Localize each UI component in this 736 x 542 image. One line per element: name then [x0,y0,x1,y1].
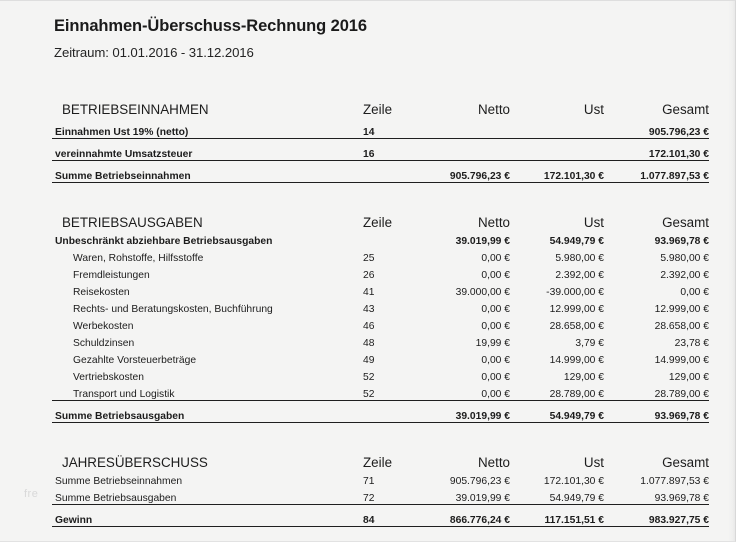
spacer [52,183,676,203]
table-row [52,117,709,139]
row-netto: 0,00 € [481,321,510,332]
row-label: Unbeschränkt abziehbare Betriebsausgaben [55,236,273,247]
section-betriebsausgaben [52,203,709,423]
column-header-netto: Netto [477,455,510,470]
row-ust: 28.789,00 € [549,389,604,400]
row-gesamt: 93.969,78 € [654,493,709,504]
row-ust: 172.101,30 € [510,161,604,183]
row-zeile: 46 [363,321,375,332]
spacer [52,60,676,90]
row-gesamt: 93.969,78 € [604,401,709,423]
column-header-gesamt: Gesamt [662,455,709,470]
row-label: Gezahlte Vorsteuerbeträge [73,355,197,366]
row-netto [407,117,510,139]
row-ust: 54.949,79 € [549,493,604,504]
row-netto [407,139,510,161]
row-zeile: 43 [363,304,375,315]
row-zeile: 14 [357,117,407,139]
row-gesamt: 28.789,00 € [654,389,709,400]
row-ust: 172.101,30 € [543,476,604,487]
row-ust: 54.949,79 € [549,236,604,247]
section-jahresueberschuss [52,443,709,527]
row-zeile: 25 [363,253,375,264]
table-row [52,349,709,366]
row-label: Transport und Logistik [73,389,175,400]
column-header-netto: Netto [477,215,510,230]
row-label: Vertriebskosten [73,372,144,383]
row-gesamt: 28.658,00 € [654,321,709,332]
row-label: Summe Betriebsausgaben [55,493,177,504]
row-gesamt: 23,78 € [674,338,709,349]
row-gesamt: 2.392,00 € [660,270,709,281]
row-gesamt: 1.077.897,53 € [604,161,709,183]
row-netto: 39.019,99 € [455,236,510,247]
row-label: Gewinn [52,505,357,527]
table-row-total [52,161,709,183]
row-zeile [357,161,407,183]
column-header-gesamt: Gesamt [662,102,709,117]
row-gesamt: 14.999,00 € [654,355,709,366]
section-header-row [52,90,709,117]
row-netto: 0,00 € [481,270,510,281]
column-header-ust: Ust [583,455,604,470]
table-row-total [52,401,709,423]
row-gesamt: 905.796,23 € [604,117,709,139]
row-ust: 28.658,00 € [549,321,604,332]
row-gesamt: 172.101,30 € [604,139,709,161]
table-row [52,281,709,298]
row-ust [510,139,604,161]
row-label: Schuldzinsen [73,338,135,349]
table-row [52,247,709,264]
row-gesamt: 983.927,75 € [604,505,709,527]
spacer [52,423,676,443]
row-netto: 39.019,99 € [407,401,510,423]
row-netto: 39.000,00 € [455,287,510,298]
row-zeile: 49 [363,355,375,366]
row-netto: 0,00 € [481,355,510,366]
column-header-ust: Ust [583,102,604,117]
row-zeile [357,401,407,423]
table-row [52,332,709,349]
row-netto: 0,00 € [481,389,510,400]
column-header-zeile: Zeile [363,455,393,470]
section-heading: BETRIEBSAUSGABEN [62,215,203,230]
row-zeile: 72 [363,493,375,504]
row-ust: -39.000,00 € [546,287,604,298]
section-betriebseinnahmen [52,90,709,183]
row-ust: 14.999,00 € [549,355,604,366]
row-netto: 19,99 € [475,338,510,349]
row-zeile: 48 [363,338,375,349]
row-gesamt: 1.077.897,53 € [640,476,709,487]
column-header-zeile: Zeile [363,215,393,230]
row-label: Einnahmen Ust 19% (netto) [52,117,357,139]
section-header-row [52,203,709,230]
row-label: Werbekosten [73,321,134,332]
column-header-zeile: Zeile [363,102,393,117]
row-zeile: 26 [363,270,375,281]
row-zeile: 71 [363,476,375,487]
table-row-group [52,230,709,247]
row-gesamt: 0,00 € [680,287,709,298]
table-row [52,139,709,161]
section-header-row [52,443,709,470]
row-ust [510,117,604,139]
column-header-ust: Ust [583,215,604,230]
row-ust: 54.949,79 € [510,401,604,423]
row-zeile: 84 [357,505,407,527]
row-zeile: 41 [363,287,375,298]
row-gesamt: 129,00 € [668,372,709,383]
row-netto: 905.796,23 € [449,476,510,487]
table-row [52,366,709,383]
row-ust: 129,00 € [563,372,604,383]
row-gesamt: 12.999,00 € [654,304,709,315]
row-netto: 0,00 € [481,372,510,383]
row-label: Reisekosten [73,287,130,298]
row-label: Summe Betriebsausgaben [52,401,357,423]
row-label: vereinnahmte Umsatzsteuer [52,139,357,161]
row-zeile [357,230,407,247]
table-row-total [52,505,709,527]
row-label: Fremdleistungen [73,270,150,281]
row-ust: 3,79 € [575,338,604,349]
row-zeile: 52 [363,372,375,383]
column-header-gesamt: Gesamt [662,215,709,230]
row-netto: 0,00 € [481,253,510,264]
row-gesamt: 5.980,00 € [660,253,709,264]
table-row [52,298,709,315]
column-header-netto: Netto [477,102,510,117]
page-title: Einnahmen-Überschuss-Rechnung 2016 [54,17,367,35]
row-label: Waren, Rohstoffe, Hilfsstoffe [73,253,204,264]
row-label: Summe Betriebseinnahmen [52,161,357,183]
row-label: Summe Betriebseinnahmen [55,476,183,487]
row-label: Rechts- und Beratungskosten, Buchführung [73,304,273,315]
table-row [52,315,709,332]
table-row [52,487,709,505]
row-netto: 866.776,24 € [407,505,510,527]
table-row [52,383,709,401]
row-zeile: 16 [357,139,407,161]
row-ust: 5.980,00 € [555,253,604,264]
document-body [0,1,712,527]
row-ust: 117.151,51 € [510,505,604,527]
watermark: fre [24,488,39,500]
table-row [52,470,709,487]
row-gesamt: 93.969,78 € [654,236,709,247]
row-netto: 39.019,99 € [455,493,510,504]
row-ust: 12.999,00 € [549,304,604,315]
period-subtitle: Zeitraum: 01.01.2016 - 31.12.2016 [54,45,254,60]
row-netto: 905.796,23 € [407,161,510,183]
row-ust: 2.392,00 € [555,270,604,281]
row-netto: 0,00 € [481,304,510,315]
table-row [52,264,709,281]
section-heading: JAHRESÜBERSCHUSS [62,455,208,470]
row-zeile: 52 [363,389,375,400]
section-heading: BETRIEBSEINNAHMEN [62,102,209,117]
